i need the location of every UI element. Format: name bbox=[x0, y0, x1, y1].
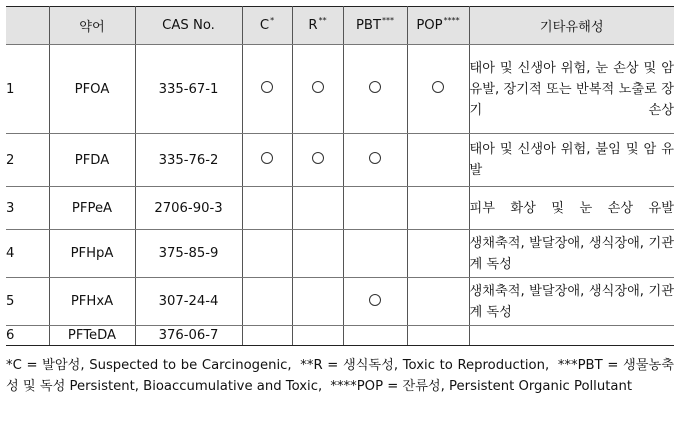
header-cas: CAS No. bbox=[135, 7, 242, 45]
row-number: 5 bbox=[6, 278, 49, 326]
c-cell bbox=[242, 45, 292, 134]
table-header-row bbox=[6, 7, 674, 45]
r-cell bbox=[292, 230, 343, 278]
row-number: 1 bbox=[6, 45, 49, 134]
pbt-cell bbox=[343, 134, 407, 187]
pop-cell bbox=[407, 134, 469, 187]
circle-mark-icon bbox=[369, 152, 381, 164]
table-row bbox=[6, 187, 674, 230]
table-row bbox=[6, 230, 674, 278]
abbreviation-cell: PFPeA bbox=[49, 187, 135, 230]
c-cell bbox=[242, 230, 292, 278]
header-c: C* bbox=[242, 7, 292, 45]
other-toxicity-cell: 생채축적, 발달장애, 생식장애, 기관계 독성 bbox=[469, 230, 674, 278]
row-number: 3 bbox=[6, 187, 49, 230]
footnote-c: *C = 발암성, Suspected to be Carcinogenic, bbox=[6, 358, 292, 373]
table-row bbox=[6, 326, 674, 346]
pbt-cell bbox=[343, 187, 407, 230]
header-pop: POP**** bbox=[407, 7, 469, 45]
r-cell bbox=[292, 326, 343, 346]
abbreviation-cell: PFDA bbox=[49, 134, 135, 187]
pop-cell bbox=[407, 187, 469, 230]
abbreviation-cell: PFTeDA bbox=[49, 326, 135, 346]
abbreviation-cell: PFHxA bbox=[49, 278, 135, 326]
cas-number-cell: 376-06-7 bbox=[135, 326, 242, 346]
other-toxicity-cell: 생채축적, 발달장애, 생식장애, 기관계 독성 bbox=[469, 278, 674, 326]
header-r: R** bbox=[292, 7, 343, 45]
pop-cell bbox=[407, 45, 469, 134]
c-cell bbox=[242, 187, 292, 230]
other-toxicity-cell: 태아 및 신생아 위험, 눈 손상 및 암 유발, 장기적 또는 반복적 노출로 장기 손상 bbox=[469, 45, 674, 134]
pop-cell bbox=[407, 278, 469, 326]
header-other-toxicity: 기타유해성 bbox=[469, 7, 674, 45]
footnotes bbox=[6, 355, 674, 397]
abbreviation-cell: PFHpA bbox=[49, 230, 135, 278]
header-pbt: PBT*** bbox=[343, 7, 407, 45]
row-number: 6 bbox=[6, 326, 49, 346]
table-row bbox=[6, 278, 674, 326]
footnote-pbt: ***PBT = 생물농축성 및 독성 Persistent, Bioaccumulative and Toxic, bbox=[6, 358, 674, 394]
cas-number-cell: 335-76-2 bbox=[135, 134, 242, 187]
abbreviation-cell: PFOA bbox=[49, 45, 135, 134]
cas-number-cell: 2706-90-3 bbox=[135, 187, 242, 230]
circle-mark-icon bbox=[312, 152, 324, 164]
header-abbr: 약어 bbox=[49, 7, 135, 45]
cas-number-cell: 375-85-9 bbox=[135, 230, 242, 278]
other-toxicity-cell: 피부 화상 및 눈 손상 유발 bbox=[469, 187, 674, 230]
cas-number-cell: 307-24-4 bbox=[135, 278, 242, 326]
table-row bbox=[6, 45, 674, 134]
pfas-hazard-table bbox=[6, 6, 674, 346]
r-cell bbox=[292, 278, 343, 326]
pbt-cell bbox=[343, 45, 407, 134]
footnote-r: **R = 생식독성, Toxic to Reproduction, bbox=[300, 358, 550, 373]
header-no bbox=[6, 7, 49, 45]
row-number: 4 bbox=[6, 230, 49, 278]
footnote-pop: ****POP = 잔류성, Persistent Organic Pollutant bbox=[330, 379, 632, 394]
c-cell bbox=[242, 134, 292, 187]
pbt-cell bbox=[343, 326, 407, 346]
r-cell bbox=[292, 134, 343, 187]
r-cell bbox=[292, 45, 343, 134]
cas-number-cell: 335-67-1 bbox=[135, 45, 242, 134]
circle-mark-icon bbox=[261, 81, 273, 93]
circle-mark-icon bbox=[369, 81, 381, 93]
pbt-cell bbox=[343, 278, 407, 326]
pbt-cell bbox=[343, 230, 407, 278]
pop-cell bbox=[407, 230, 469, 278]
other-toxicity-cell bbox=[469, 326, 674, 346]
c-cell bbox=[242, 278, 292, 326]
circle-mark-icon bbox=[432, 81, 444, 93]
c-cell bbox=[242, 326, 292, 346]
circle-mark-icon bbox=[261, 152, 273, 164]
r-cell bbox=[292, 187, 343, 230]
pop-cell bbox=[407, 326, 469, 346]
row-number: 2 bbox=[6, 134, 49, 187]
circle-mark-icon bbox=[312, 81, 324, 93]
table-row bbox=[6, 134, 674, 187]
other-toxicity-cell: 태아 및 신생아 위험, 불임 및 암 유발 bbox=[469, 134, 674, 187]
circle-mark-icon bbox=[369, 294, 381, 306]
